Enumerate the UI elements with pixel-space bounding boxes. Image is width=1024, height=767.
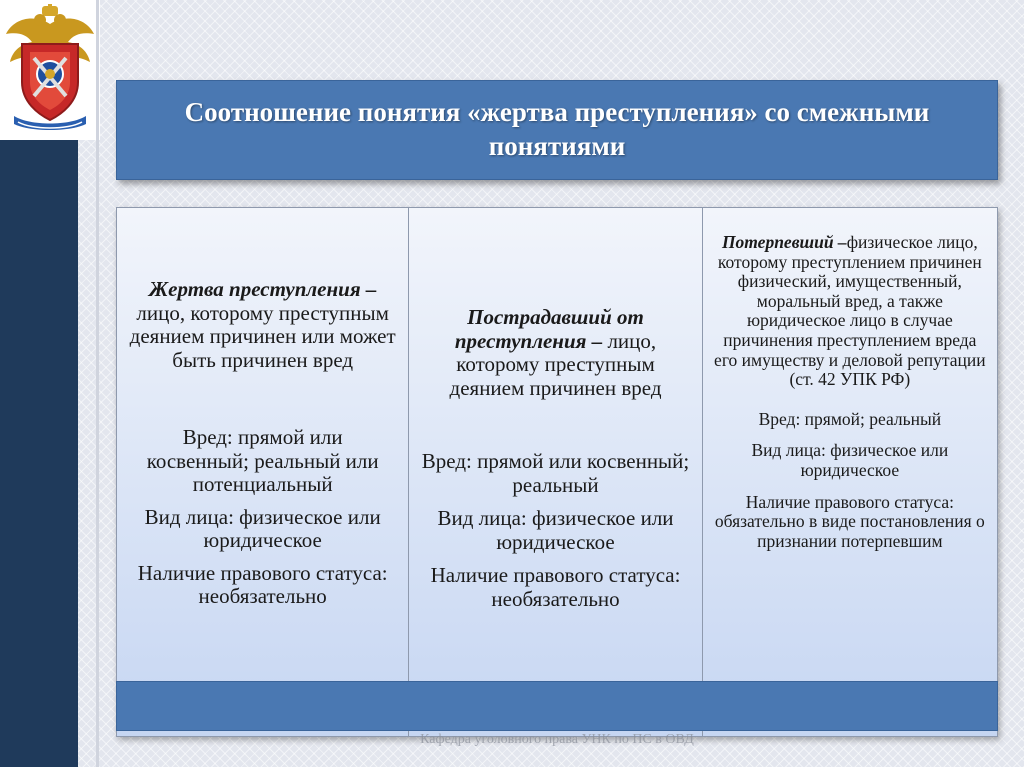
sidebar-divider bbox=[96, 0, 99, 767]
column-sufferer bbox=[409, 208, 702, 736]
harm-text: Вред: прямой или косвенный; реальный или потенциальный bbox=[146, 425, 379, 497]
person-type-text: Вид лица: физическое или юридическое bbox=[751, 440, 949, 480]
definition-victim bbox=[129, 278, 396, 372]
definition-injured-party bbox=[713, 233, 987, 390]
comparison-table bbox=[116, 207, 998, 737]
definition-text: физическое лицо, которому преступлением причинен физический, имущественный, моральный вред, а также юридическое лицо в случае причинения преступлением вреда его имуществу и деловой репутации (ст. 42 УПК РФ) bbox=[714, 232, 986, 390]
term-victim: Жертва преступления – bbox=[148, 277, 377, 301]
footer-department: Кафедра уголовного права УНК по ПС в ОВД bbox=[420, 732, 694, 747]
term-injured-party: Потерпевший – bbox=[721, 232, 847, 252]
definition-text: лицо, которому преступным деянием причинен или может быть причинен вред bbox=[129, 300, 396, 372]
harm-text: Вред: прямой или косвенный; реальный bbox=[421, 449, 690, 497]
footer-band bbox=[116, 681, 998, 731]
slide-title-box bbox=[116, 80, 998, 180]
slide-title: Соотношение понятия «жертва преступления» со смежными понятиями bbox=[184, 97, 930, 161]
harm-text: Вред: прямой; реальный bbox=[758, 408, 942, 429]
definition-sufferer bbox=[421, 306, 689, 400]
term-sufferer: Пострадавший от преступления – bbox=[454, 305, 644, 353]
person-type-text: Вид лица: физическое или юридическое bbox=[144, 504, 381, 553]
status-text: Наличие правового статуса: необязательно bbox=[430, 563, 681, 611]
person-type-text: Вид лица: физическое или юридическое bbox=[437, 506, 674, 554]
eagle-emblem-icon bbox=[4, 4, 96, 134]
column-victim bbox=[117, 208, 409, 736]
definition-text: лицо, которому преступным деянием причинен вред bbox=[449, 328, 662, 400]
status-text: Наличие правового статуса: обязательно в виде постановления о признании потерпевшим bbox=[714, 491, 985, 551]
status-text: Наличие правового статуса: необязательно bbox=[137, 560, 388, 609]
sidebar-band bbox=[0, 140, 78, 767]
column-injured-party bbox=[703, 208, 997, 736]
